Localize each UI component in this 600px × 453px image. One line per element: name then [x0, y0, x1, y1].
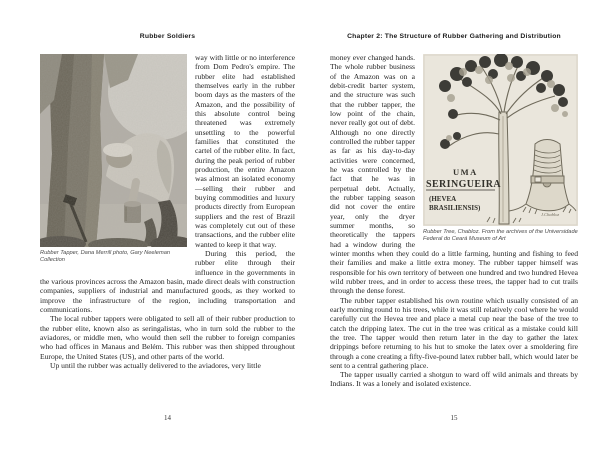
- running-head-left: Rubber Soldiers: [139, 33, 196, 40]
- tree-inscription-hevea: (HEVEA: [429, 195, 457, 203]
- paragraph: Up until the rubber was actually delivered to the aviadores, very little: [50, 360, 261, 370]
- artist-signature: J.Chabloz: [541, 212, 560, 217]
- rubber-tapper-figure: [40, 54, 187, 265]
- paragraph: During this period, the rubber elite through their influence in the governments in the various provinces across the Amazon basin, made direct deals with construction companies, suppliers of industrial and manufactured goods, as they worked to improve the infrastructure of the region, including transportation and communications.: [40, 248, 295, 314]
- paragraph: The tapper usually carried a shotgun to ward off wild animals and threats by Indians. It was a lonely and isolated existence.: [330, 370, 578, 389]
- tree-inscription-brasiliensis: BRASILIENSIS): [429, 204, 481, 212]
- paragraph: The local rubber tappers were obligated to sell all of their rubber production to the rubber elite, known also as seringalistas, who in turn sold the rubber to the aviadores, or middle men, who would then sell the rubber to foreign companies who had offices in Manaus and Belém. This rubber was then shipped throughout Europe, the United States (US), and other parts of the world.: [40, 314, 295, 361]
- paragraph: way with little or no interference from Dom Pedro's empire. The rubber elite had established themselves early in the rubber boom days as the masters of the Amazon, and the possibility of this absolute control being threatened was extremely unsettling to the powerful families that constituted the cartel of the rubber elite. In fact, during the peak period of rubber production, the entire Amazon was almost an isolated economy—selling their rubber and buying commodities and luxury products directly from European suppliers and the rest of Brazil was completely cut out of these transactions, and the rubber elite wanted to keep it that way.: [195, 53, 295, 249]
- rubber-tree-figure: [423, 54, 578, 244]
- paragraph: money ever changed hands. The whole rubber business of the Amazon was on a debit-credit barter system, and the structure was such that the rubber tapper, the low point of the chain, never really got out of debt. Although no one directly controlled the rubber tapper as far as his day-to-day activities were concerned, he was controlled by the fact that he was in perpetual debt. Actually, the rubber tapping season did not cover the entire year, only the dryer summer months, so theoretically the tappers had a window during the winter months when they could do a little farming, hunting and fishing to feed their families and make a little extra money. The rubber tapper himself was responsible for his own territory of between one hundred and two hundred Hevea wild rubber trees, and in order to access these trees, the tapper had to cut trails through the dense forest.: [330, 53, 578, 296]
- rubber-tree-drawing: [423, 54, 578, 226]
- rubber-tree-caption: Rubber Tree, Chabloz. From the archives of the Universidade Federal do Ceará Museum of Art: [423, 229, 578, 243]
- rubber-tapper-photo: [40, 54, 187, 247]
- page-number-right: 15: [450, 414, 458, 422]
- tree-inscription-seringueira: SERINGUEIRA: [426, 179, 501, 190]
- page-number-left: 14: [164, 414, 171, 422]
- right-page: [300, 0, 600, 453]
- paragraph: The rubber tapper established his own routine which usually consisted of an early morning round to his trees, while it was still relatively cool where he would carefully cut the Hevea tree and place a metal cup near the base of the tree to catch the dripping latex. The cut in the tree was critical as a mistake could kill the tree. The tapper would then return later in the day to gather the latex drippings before returning to his hut to smoke the latex over a smoldering fire through a cone creating a fifty-five-pound latex rubber ball, which would later be sent to a central gathering place.: [330, 295, 578, 370]
- right-page-body: [330, 53, 578, 389]
- running-head-right: Chapter 2: The Structure of Rubber Gathering and Distribution: [347, 33, 561, 40]
- rubber-tapper-caption: Rubber Tapper, Dana Merrill photo, Gary Neeleman Collection: [40, 250, 171, 264]
- left-page-body: [40, 53, 295, 370]
- tree-inscription-uma: UMA: [453, 167, 478, 177]
